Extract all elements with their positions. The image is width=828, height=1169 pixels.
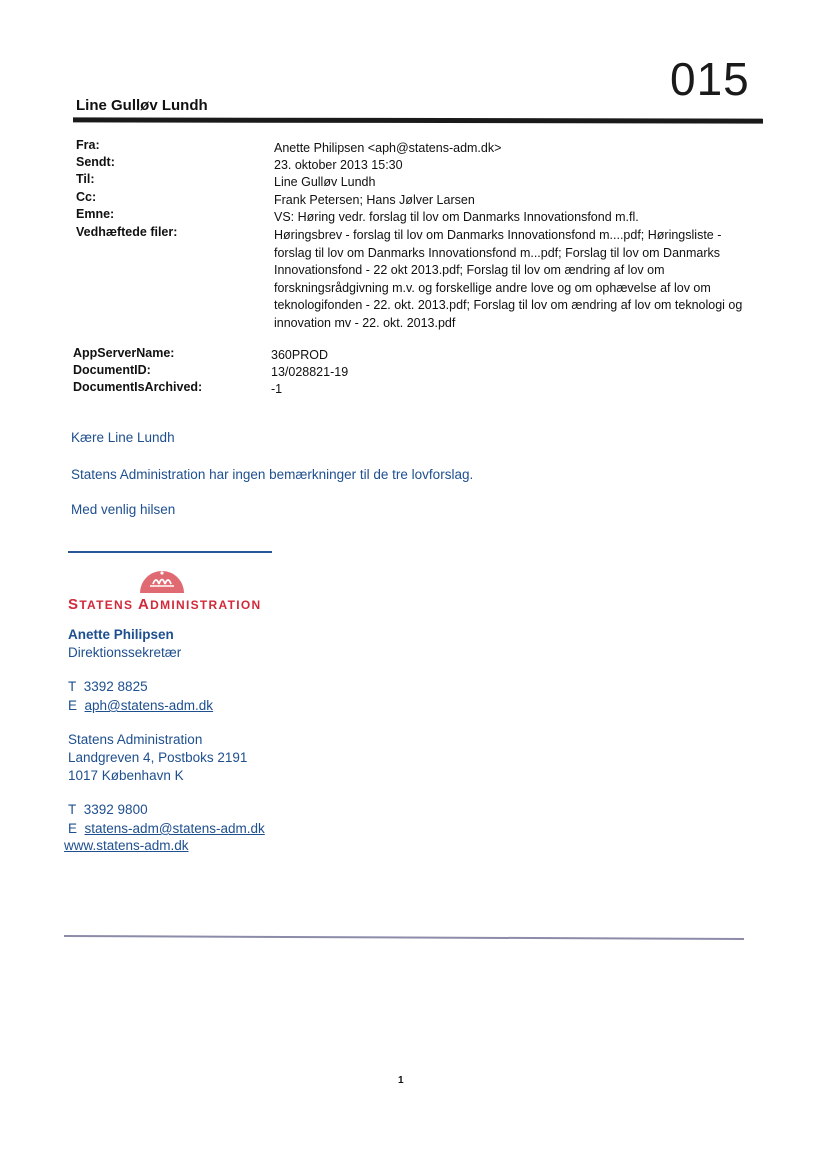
attachments-value: Høringsbrev - forslag til lov om Danmarks Innovationsfond m....pdf; Høringsliste - forslag til lov om Danmarks Innovationsfond m...pdf; Forslag til lov om Danmarks Innovationsfond - 22 okt 2013.pdf; Forslag til lov om ændring af lov om forskningsrådgivning m.v. og forskellige andre love og om ophævelse af lov om teknologifonden - 22. okt. 2013.pdf; Forslag til lov om ændring af lov om teknologi og innovation mv - 22. okt. 2013.pdf xyxy=(274,228,743,330)
cc-label: Cc: xyxy=(76,190,97,204)
message-text: Statens Administration har ingen bemærkninger til de tre lovforslag. xyxy=(71,467,474,482)
signature-divider xyxy=(68,551,272,553)
org-phone-number: 3392 9800 xyxy=(83,802,148,817)
signature-name: Anette Philipsen xyxy=(68,627,174,642)
from-label: Fra: xyxy=(76,138,100,152)
page-number-top: 015 xyxy=(670,53,750,105)
email-prefix: E xyxy=(68,698,78,713)
direct-email xyxy=(68,696,213,715)
org-email-prefix: E xyxy=(68,821,78,836)
phone-number: 3392 8825 xyxy=(83,679,148,694)
cc-value: Frank Petersen; Hans Jølver Larsen xyxy=(274,193,475,207)
document-id-value: 13/028821-19 xyxy=(271,365,349,379)
org-phone-prefix: T xyxy=(68,802,77,817)
signature-title: Direktionssekretær xyxy=(68,645,182,660)
document-archived-value: -1 xyxy=(271,382,283,396)
greeting: Kære Line Lundh xyxy=(71,430,175,445)
page-footer-number: 1 xyxy=(398,1075,404,1086)
org-name: Statens Administration xyxy=(68,732,203,747)
app-server-value: 360PROD xyxy=(271,348,328,362)
direct-phone xyxy=(68,677,148,696)
logo-wordmark: STATENS ADMINISTRATION xyxy=(68,596,262,613)
closing: Med venlig hilsen xyxy=(71,502,176,517)
email-link[interactable]: aph@statens-adm.dk xyxy=(84,698,214,713)
document-id-label: DocumentID: xyxy=(73,363,151,377)
from-value: Anette Philipsen <aph@statens-adm.dk> xyxy=(274,141,502,155)
to-label: Til: xyxy=(76,172,95,186)
sent-label: Sendt: xyxy=(76,155,115,169)
website xyxy=(64,836,189,855)
sent-value: 23. oktober 2013 15:30 xyxy=(274,158,403,172)
footer-divider xyxy=(64,935,744,939)
to-value: Line Gulløv Lundh xyxy=(274,175,376,189)
subject-label: Emne: xyxy=(76,207,115,221)
subject-value: VS: Høring vedr. forslag til lov om Danmarks Innovationsfond m.fl. xyxy=(274,210,639,224)
phone-prefix: T xyxy=(68,679,77,694)
crown-logo-icon xyxy=(136,565,188,595)
org-address: Landgreven 4, Postboks 2191 xyxy=(68,750,248,765)
org-email-link[interactable]: statens-adm@statens-adm.dk xyxy=(84,821,265,836)
header-divider xyxy=(73,117,763,123)
recipient-name: Line Gulløv Lundh xyxy=(76,97,208,114)
document-archived-label: DocumentIsArchived: xyxy=(73,380,203,394)
org-phone xyxy=(68,800,148,819)
app-server-label: AppServerName: xyxy=(73,346,175,360)
org-city: 1017 København K xyxy=(68,768,184,783)
attachments-label: Vedhæftede filer: xyxy=(76,225,178,239)
website-link[interactable]: www.statens-adm.dk xyxy=(64,838,189,853)
